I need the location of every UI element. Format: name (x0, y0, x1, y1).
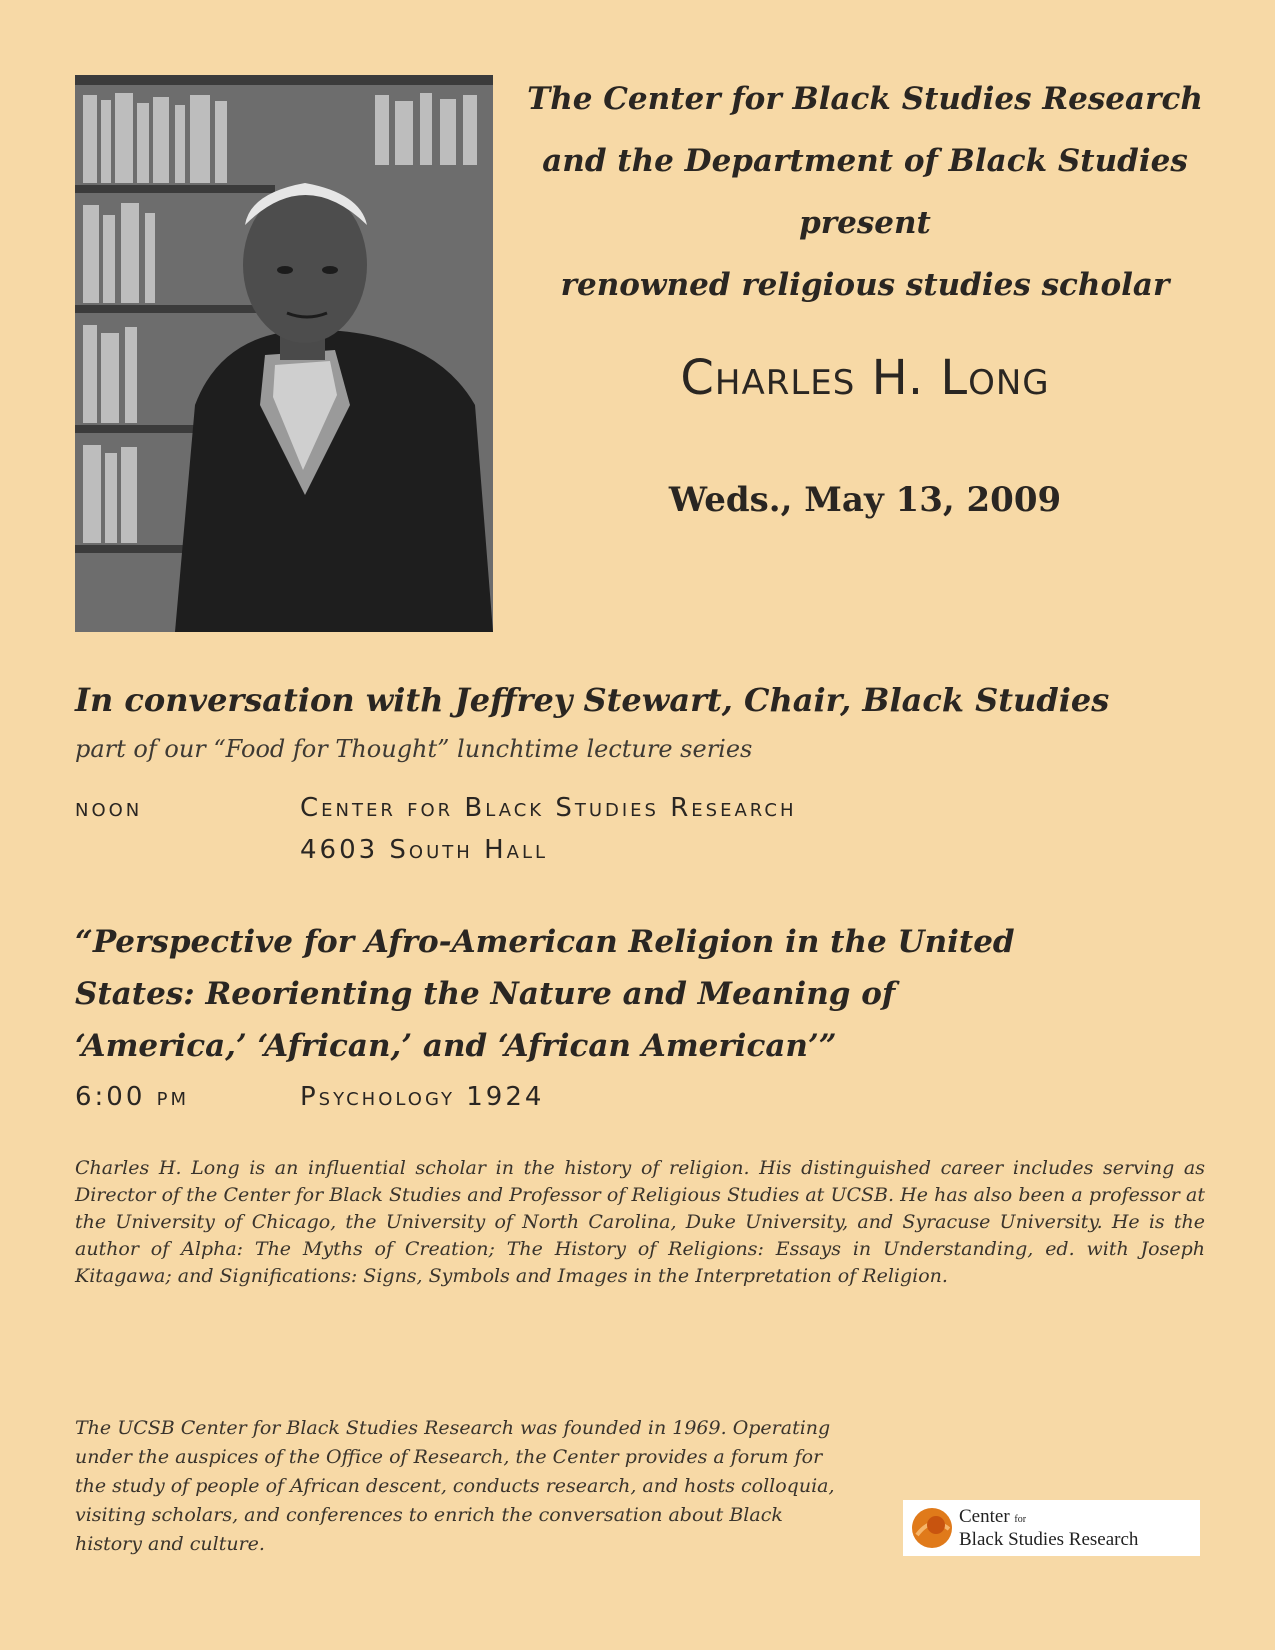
presenters-header (505, 68, 1225, 316)
header-line-2: and the Department of Black Studies (542, 143, 1188, 179)
logo-line-1: Center (959, 1505, 1010, 1527)
evening-venue: Psychology 1924 (300, 1082, 545, 1112)
noon-time: noon (75, 793, 143, 823)
header-line-1: The Center for Black Studies Research (527, 81, 1203, 117)
lecture-title-line-1: “Perspective for Afro-American Religion in the United (75, 924, 1015, 960)
header-line-3: present (799, 205, 931, 241)
logo-text (959, 1507, 1138, 1550)
center-description: The UCSB Center for Black Studies Research was founded in 1969. Operating under the auspices of the Office of Research, the Center provides a forum for the study of people of African descent, conducts research, and hosts colloquia, visiting scholars, and conferences to enrich the conversation about Black history and culture. (75, 1417, 835, 1555)
speaker-portrait-photo (75, 75, 493, 632)
lecture-title-line-2: States: Reorienting the Nature and Meaning of (75, 976, 896, 1012)
orange-sun-logo-icon (909, 1505, 955, 1551)
speaker-name: Charles H. Long (680, 350, 1050, 406)
evening-time: 6:00 pm (75, 1082, 190, 1112)
conversation-heading: In conversation with Jeffrey Stewart, Chair, Black Studies (75, 681, 1110, 719)
lecture-title (75, 916, 1225, 1072)
event-date: Weds., May 13, 2009 (668, 480, 1062, 520)
header-line-4: renowned religious studies scholar (560, 267, 1170, 303)
logo-line-1-small: for (1014, 1513, 1027, 1525)
speaker-bio: Charles H. Long is an influential scholar in the history of religion. His distinguished career includes serving as Director of the Center for Black Studies and Professor of Religious Studies at UCSB. He has also been a professor at the University of Chicago, the University of North Carolina, Duke University, and Syracuse University. He is the author of Alpha: The Myths of Creation; The History of Religions: Essays in Understanding, ed. with Joseph Kitagawa; and Significations: Signs, Symbols and Images in the Interpretation of Religion. (75, 1157, 1205, 1287)
center-logo (903, 1500, 1200, 1556)
noon-venue-room: 4603 South Hall (300, 835, 548, 865)
lecture-series-note: part of our “Food for Thought” lunchtime lecture series (75, 735, 753, 763)
noon-venue-name: Center for Black Studies Research (300, 793, 797, 823)
logo-line-2: Black Studies Research (959, 1528, 1139, 1550)
lecture-title-line-3: ‘America,’ ‘African,’ and ‘African American’” (75, 1028, 837, 1064)
